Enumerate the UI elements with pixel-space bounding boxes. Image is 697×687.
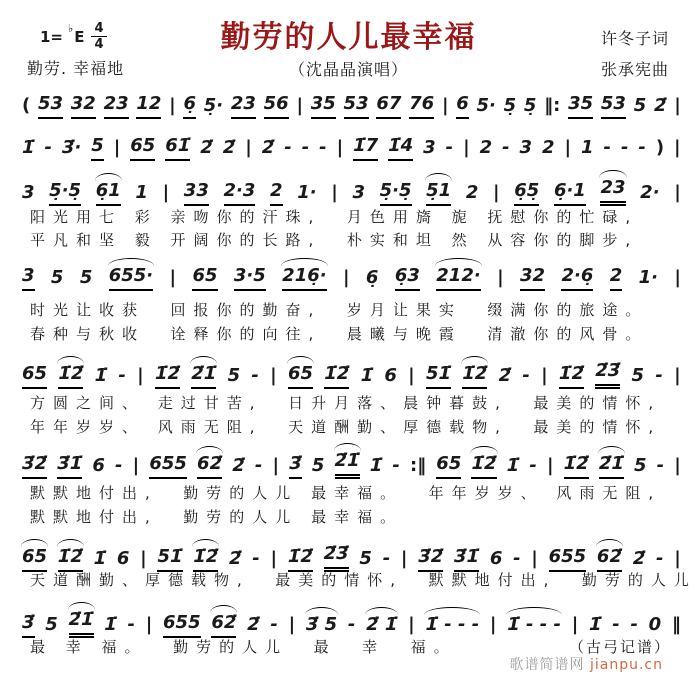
note-token: 3̇1̇ [57, 454, 82, 479]
music-line-chorus-3 [22, 544, 681, 572]
tempo-marking: 勤劳. 幸福地 [27, 59, 125, 78]
barline: :‖ [409, 455, 427, 476]
note-token: 56 [264, 94, 289, 119]
note-token: 65 [288, 364, 313, 389]
flat-icon: ♭ [68, 22, 74, 35]
note-token: - [445, 137, 454, 158]
note-token: 3̇1̇ [454, 547, 479, 572]
note-token: 6̣ [365, 267, 379, 288]
barline: ) [655, 137, 665, 158]
barline: | [296, 95, 304, 116]
note-token: 5 [227, 365, 241, 386]
note-token: 1̇2̇ [193, 547, 218, 572]
barline: | [336, 137, 344, 158]
barline: ( [22, 95, 31, 116]
note-token: 5 [45, 614, 58, 635]
meter-bottom: 4 [94, 37, 104, 52]
note-token: - [392, 455, 400, 476]
note-token: 62̇ [597, 547, 622, 572]
note-token: 3 [352, 182, 365, 203]
note-token: 2·6̣ [561, 266, 593, 291]
note-token: 2̇1̇ [599, 454, 624, 479]
note-token: - [118, 365, 126, 386]
barline: | [546, 455, 554, 476]
barline: | [531, 548, 538, 569]
note-token: 216̣· [282, 266, 326, 291]
note-token: 6 [92, 455, 105, 476]
watermark-domain: jianpu.cn [589, 657, 663, 673]
barline: ‖ [671, 614, 681, 635]
note-token: 2̇ [222, 137, 236, 158]
note-token: 2 [465, 182, 479, 203]
note-token: - [529, 455, 537, 476]
note-token: 2̇ [200, 137, 213, 158]
note-token: - [630, 614, 638, 635]
note-token: 2· [640, 182, 660, 203]
note-token: 2 [542, 137, 555, 158]
composer-credit: 张承宪曲 [600, 60, 669, 79]
note-token: 1̇2̇ [58, 547, 83, 572]
meter-top: 4 [91, 22, 106, 37]
barline: | [270, 548, 278, 569]
barline: | [113, 137, 121, 158]
barline: | [272, 455, 280, 476]
note-token: 1̇ - - - [507, 615, 561, 638]
barline: | [674, 365, 681, 386]
note-token: 65 [130, 136, 155, 161]
barline: | [270, 365, 277, 386]
note-token: 655· [109, 266, 153, 291]
song-title: 勤劳的人儿最幸福 [220, 20, 477, 55]
music-line-verse-1 [22, 178, 681, 206]
barline: | [674, 95, 681, 116]
note-token: - [522, 365, 530, 386]
note-token: 1̇ [369, 455, 383, 476]
note-token: 3̇2̇ [22, 454, 47, 479]
music-line-ending [22, 610, 681, 638]
lyric-line: 平凡和坚 毅 开阔你的长路, 朴实和坦 然 从容你的脚步, [30, 231, 639, 249]
note-token: 5̣·5̣ [380, 181, 412, 206]
note-token: 2̇1̇ [191, 364, 216, 389]
barline: | [408, 365, 415, 386]
note-token: - [638, 137, 646, 158]
barline: | [497, 267, 504, 288]
note-token: - [115, 455, 123, 476]
note-token: 1· [297, 182, 317, 203]
barline: | [493, 182, 500, 203]
note-token: 5 [79, 267, 93, 288]
note-token: 76 [409, 94, 434, 119]
note-token: 1· [638, 267, 658, 288]
note-token: 53 [601, 94, 626, 119]
note-token: 1̇2̇ [471, 454, 496, 479]
barline: | [441, 95, 449, 116]
note-token: 6̣5̣ [514, 181, 539, 206]
barline: | [342, 267, 350, 288]
lyric-line: 默默地付出, 勤劳的人儿 最幸福。 年年岁岁、 风雨无阻, [30, 484, 662, 502]
note-token: 53 [38, 94, 63, 119]
lyric-line: 阳光用七 彩 亲吻你的汗珠, 月色用旖 旎 抚慰你的忙碌, [30, 208, 639, 226]
note-token: - [382, 548, 391, 569]
note-token: - [603, 137, 611, 158]
note-token: 2̇ 1̇ [366, 615, 397, 638]
key-note: E [74, 27, 85, 46]
note-token: 0 [648, 614, 662, 635]
note-token: 3 [423, 137, 436, 158]
note-token: 1̇2̇ [564, 454, 589, 479]
note-token: 5 [311, 455, 325, 476]
note-token: 3̇ 5 [306, 615, 337, 638]
note-token: 35 [568, 94, 593, 119]
note-token: 61̇ [165, 136, 190, 161]
barline: | [169, 95, 176, 116]
note-token: - [270, 614, 278, 635]
note-token: 1̇ [22, 137, 35, 158]
note-token: 5· [476, 95, 496, 116]
note-token: 32 [520, 266, 545, 291]
note-token: 1̇2̇ [155, 364, 180, 389]
barline: | [674, 455, 681, 476]
note-token: 2̇3̇ [595, 361, 620, 389]
note-token: 5̣ [523, 95, 537, 116]
note-token: 1̇ [93, 548, 107, 569]
note-token: 6̣3 [395, 266, 420, 291]
note-token: 1̇2̇ [559, 364, 584, 389]
note-token: 1̇7 [353, 136, 378, 161]
note-token: 12 [136, 94, 161, 119]
note-token: - [655, 548, 664, 569]
note-token: - [620, 137, 629, 158]
lyricist-credit: 许冬子词 [600, 29, 669, 48]
note-token: 1̇2̇ [288, 547, 313, 572]
note-token: 62̇ [197, 454, 222, 479]
note-token: 1̇ [104, 614, 117, 635]
lyric-line: 春种与秋收 诠释你的向往, 晨曦与晚霞 清澈你的风骨。 [30, 325, 649, 343]
note-token: 655 [149, 454, 187, 479]
note-token: 5̣·5̣ [49, 181, 81, 206]
note-token: 1̇ - - - [425, 615, 479, 638]
note-token: 1̇4 [388, 136, 413, 161]
note-token: 212· [436, 266, 480, 291]
barline: | [571, 614, 579, 635]
note-token: 1̇ [506, 455, 520, 476]
lyric-line: 最 幸 福。 勤劳的人儿 最 幸 福。 [30, 638, 457, 656]
lyric-line: 时光让收获 回报你的勤奋, 岁月让果实 缀满你的旅途。 [30, 301, 649, 319]
note-token: 2̇ [261, 137, 275, 158]
lyric-line: 默默地付出, 勤劳的人儿 最幸福。 [30, 508, 404, 526]
note-token: 2̇1̇ [335, 451, 360, 479]
note-token: 2·3 [224, 181, 256, 206]
note-token: 1 [135, 182, 148, 203]
note-token: 2̇ [247, 614, 260, 635]
note-token: 6̣ [183, 94, 196, 119]
lyric-line: 方圆之间、 走过甘苦, 日升月落、晨钟暮鼓, 最美的情怀, [30, 394, 662, 412]
note-token: 3̇ [22, 613, 35, 638]
note-token: 32 [71, 94, 96, 119]
note-token: 5 [91, 136, 104, 161]
note-token: 1̇ [588, 614, 602, 635]
note-token: 3 [22, 266, 35, 291]
note-token: 1̇2̇ [324, 364, 349, 389]
barline: | [463, 137, 470, 158]
watermark-site-name: 歌谱简谱网 [509, 657, 585, 673]
music-line-intro-1 [22, 94, 681, 119]
note-token: 1̇ [360, 365, 374, 386]
music-line-chorus-2 [22, 451, 681, 479]
note-token: 33 [184, 181, 209, 206]
note-token: 3̇ [289, 454, 302, 479]
note-token: 5̣· [203, 95, 224, 116]
note-token: 6 [456, 94, 469, 119]
note-token: 2 [479, 137, 493, 158]
barline: | [674, 182, 681, 203]
note-token: 2̇3̇ [324, 544, 349, 572]
barline: | [245, 137, 252, 158]
barline: | [331, 182, 338, 203]
barline: | [140, 548, 147, 569]
note-token: 2̇ [232, 455, 245, 476]
note-token: 5 [359, 548, 372, 569]
note-token: 23 [231, 94, 256, 119]
note-token: - [44, 137, 52, 158]
note-token: 65 [22, 547, 47, 572]
note-token: - [252, 548, 260, 569]
barline: | [162, 182, 170, 203]
lyric-line: 年年岁岁、 风雨无阻, 天道酬勤、厚德载物, 最美的情怀, [30, 418, 662, 436]
note-token: 2 [610, 266, 623, 291]
note-token: 53 [344, 94, 369, 119]
note-token: 67 [376, 94, 401, 119]
barline: | [288, 614, 296, 635]
note-token: 1̇2̇ [58, 364, 83, 389]
note-token: 6̣·1 [554, 181, 586, 206]
barline: ‖: [544, 95, 561, 116]
lyric-line: 天道酬勤、厚德载物, 最美的情怀, 默默地付出, 勤劳的人儿 [30, 571, 697, 589]
note-token: 23 [104, 94, 129, 119]
note-token: 51̇ [157, 547, 182, 572]
note-token: 5̣ [503, 95, 517, 116]
note-token: 6̣1 [96, 181, 121, 206]
note-token: 3 [519, 137, 533, 158]
music-line-chorus-1 [22, 361, 681, 389]
note-token: 62̇ [211, 613, 236, 638]
note-token: - [655, 365, 663, 386]
note-token: 2̇ [229, 548, 242, 569]
note-token: 2 [270, 181, 283, 206]
note-token: 5 [631, 365, 645, 386]
note-token: 1̇2̇ [462, 364, 487, 389]
note-token: 5̣1 [426, 181, 451, 206]
note-token: - [612, 614, 620, 635]
note-token: 2̇ [498, 365, 512, 386]
note-token: - [347, 614, 356, 635]
note-token: 51̇ [426, 364, 451, 389]
note-token: 2̇ [632, 548, 646, 569]
note-token: 35 [311, 94, 336, 119]
barline: | [564, 137, 572, 158]
note-token: 65 [22, 364, 47, 389]
note-token: 3 [22, 182, 35, 203]
note-token: 3̇· [61, 137, 82, 158]
note-token: 65 [436, 454, 461, 479]
music-line-intro-2 [22, 136, 681, 161]
note-token: 6 [489, 548, 503, 569]
note-token: - [254, 455, 263, 476]
note-token: - [656, 455, 665, 476]
site-watermark [510, 654, 663, 674]
note-token: 6 [384, 365, 397, 386]
barline: | [400, 548, 408, 569]
barline: | [489, 614, 497, 635]
note-token: 6 [116, 548, 130, 569]
note-token: - [127, 614, 136, 635]
barline: | [137, 365, 144, 386]
note-token: - [251, 365, 259, 386]
note-token: 65 [192, 266, 217, 291]
note-token: 5 [50, 267, 64, 288]
key-prefix: 1= [40, 27, 64, 46]
barline: | [674, 548, 681, 569]
notation-credit: （古弓记谱） [568, 638, 671, 656]
note-token: - [502, 137, 510, 158]
note-token: 23 [600, 178, 625, 206]
note-token: 3̇2̇ [418, 547, 443, 572]
barline: | [169, 267, 177, 288]
note-token: 1 [581, 137, 594, 158]
note-token: 2̇1̇ [69, 610, 94, 638]
note-token: 5 [634, 455, 647, 476]
barline: | [674, 267, 681, 288]
note-token: 1̇ [94, 365, 108, 386]
note-token: 655 [549, 547, 587, 572]
barline: | [132, 455, 140, 476]
barline: | [541, 365, 548, 386]
note-token: 5 [633, 95, 647, 116]
note-token: - [284, 137, 292, 158]
note-token: 2̇ [653, 95, 667, 116]
note-token: 655 [163, 613, 201, 638]
barline: | [674, 137, 681, 158]
barline: | [145, 614, 153, 635]
performer-subtitle: （沈晶晶演唱） [288, 60, 408, 79]
note-token: - [319, 137, 327, 158]
note-token: 3·5 [234, 266, 266, 291]
barline: | [408, 614, 415, 635]
note-token: - [301, 137, 310, 158]
note-token: - [513, 548, 521, 569]
music-line-verse-2 [22, 266, 681, 291]
